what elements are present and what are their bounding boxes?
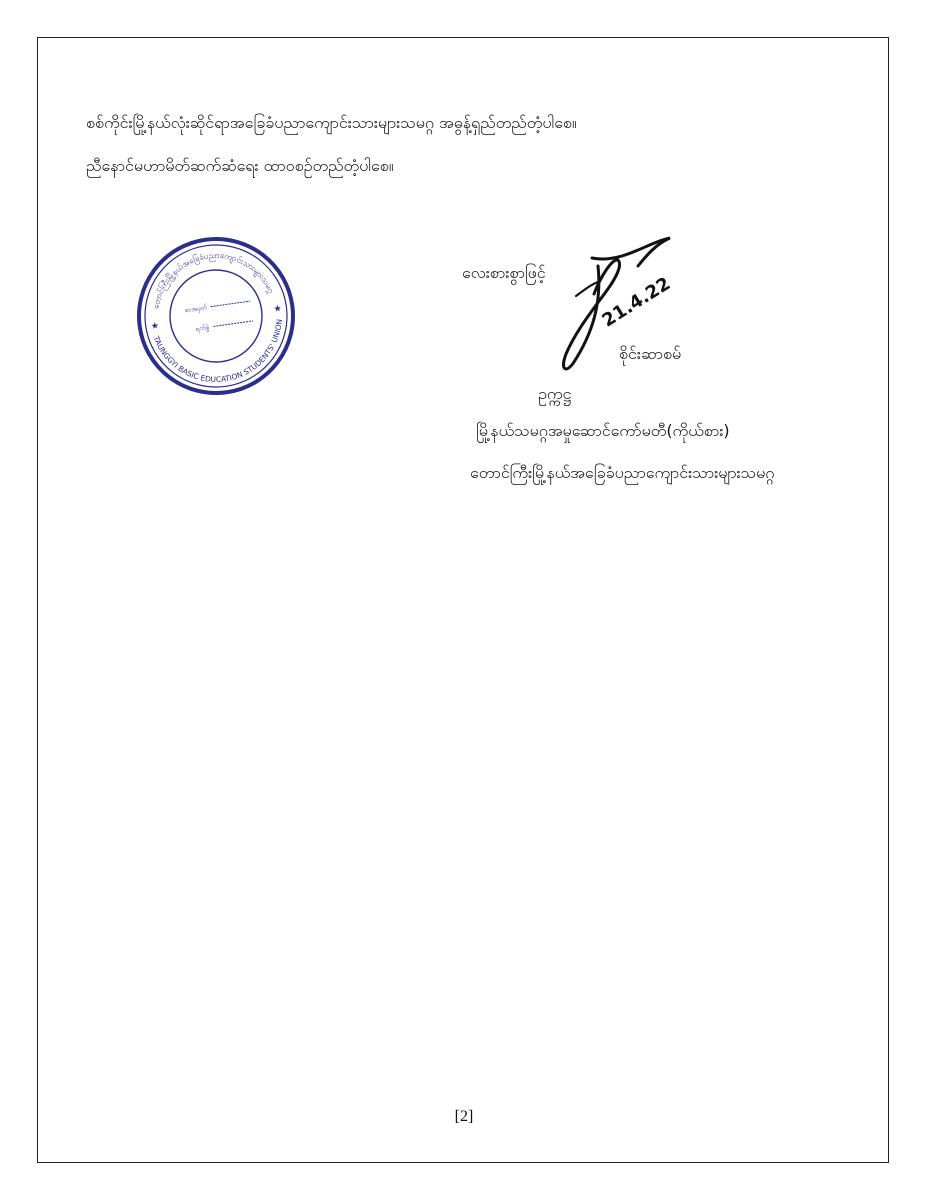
seal-field-1-label: စာအမှတ် xyxy=(184,303,208,315)
union-seal-stamp xyxy=(128,232,304,400)
signature-date: 21.4.22 xyxy=(598,273,675,332)
seal-top-text: တောင်ကြီးမြို့နယ်အခြေခံပညာကျောင်းသားများသမဂ္ဂ xyxy=(151,250,276,310)
svg-text:★: ★ xyxy=(150,321,160,333)
seal-field-2-label: ရက်စွဲ xyxy=(195,323,210,333)
page-number: [2] xyxy=(454,1108,474,1125)
signatory-title: ဥက္ကဋ္ဌ xyxy=(538,384,572,403)
signatory-role: မြို့နယ်သမဂ္ဂအမှုဆောင်ကော်မတီ(ကိုယ်စား) xyxy=(476,421,730,440)
slogan-line-2: ညီနောင်မဟာမိတ်ဆက်ဆံရေး ထာဝစဉ်တည်တံ့ပါစေ။ xyxy=(86,156,394,175)
signatory-organization: တောင်ကြီးမြို့နယ်အခြေခံပညာကျောင်းသားများသမဂ္ဂ xyxy=(470,463,775,482)
page-border xyxy=(37,37,889,1163)
signatory-name: စိုင်းဆာစမ် xyxy=(619,344,682,363)
slogan-line-1: စစ်ကိုင်းမြို့နယ်လုံးဆိုင်ရာအခြေခံပညာကျောင်းသားများသမဂ္ဂ အဓွန့်ရှည်တည်တံ့ပါစေ။ xyxy=(86,113,577,132)
closing-salutation: လေးစားစွာဖြင့် xyxy=(462,263,546,282)
seal-bottom-text: TAUNGGYI BASIC EDUCATION STUDENTS' UNION xyxy=(151,318,284,385)
svg-text:★: ★ xyxy=(273,303,283,315)
